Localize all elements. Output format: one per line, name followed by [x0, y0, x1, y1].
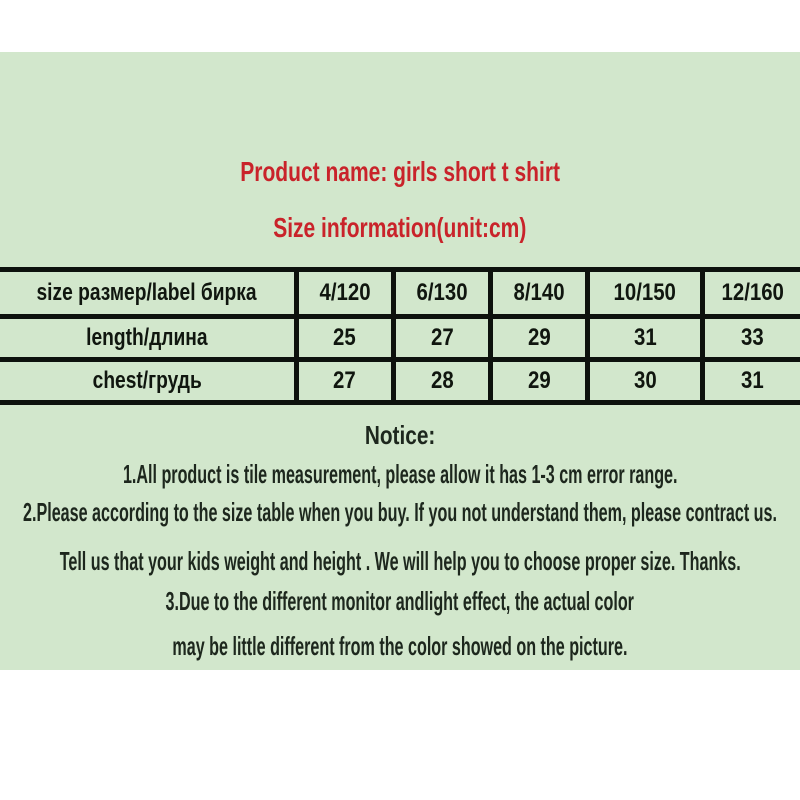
- size-column-header-cell: [702, 270, 800, 317]
- product-title: Product name: girls short t shirt: [240, 156, 560, 187]
- size-column-header: 12/160: [721, 279, 784, 306]
- size-table: [0, 267, 800, 405]
- value-cell: [490, 360, 588, 403]
- length-value: 27: [430, 324, 454, 351]
- chest-value: 28: [430, 367, 454, 394]
- size-column-header: 10/150: [613, 279, 677, 306]
- green-panel: [0, 52, 800, 670]
- chest-row: [0, 360, 800, 403]
- chest-value: 29: [527, 367, 551, 394]
- notice-heading-line: [0, 417, 800, 453]
- row-label-cell: [0, 317, 296, 360]
- size-column-header: 4/120: [319, 279, 371, 306]
- size-column-header-cell: [296, 270, 394, 317]
- size-column-header: 6/130: [416, 279, 468, 306]
- notice-line: [0, 628, 800, 664]
- size-info-line: [0, 208, 800, 248]
- length-value: 33: [741, 324, 764, 351]
- chest-value: 30: [633, 367, 657, 394]
- value-cell: [588, 360, 702, 403]
- value-cell: [588, 317, 702, 360]
- value-cell: [490, 317, 588, 360]
- size-column-header: 8/140: [513, 279, 565, 306]
- notice-line-text: may be little different from the color showed on the picture.: [172, 630, 628, 661]
- notice-line-text: 2.Please according to the size table when you buy. If you not understand them, please contract us.: [23, 496, 777, 527]
- value-cell: [296, 317, 394, 360]
- length-value: 25: [333, 324, 357, 351]
- length-value: 31: [633, 324, 657, 351]
- label-column-header-cell: [0, 270, 296, 317]
- notice-heading: Notice:: [364, 419, 436, 450]
- product-title-line: [0, 152, 800, 192]
- size-column-header-cell: [394, 270, 491, 317]
- notice-line-text: 3.Due to the different monitor andlight effect, the actual color: [165, 585, 635, 616]
- value-cell: [702, 317, 800, 360]
- notice-line-text: Tell us that your kids weight and height . We will help you to choose proper size. Thanks.: [59, 545, 741, 576]
- row-label: chest/грудь: [92, 367, 202, 394]
- notice-line-text: 1.All product is tile measurement, please allow it has 1-3 cm error range.: [122, 458, 678, 489]
- value-cell: [394, 360, 491, 403]
- chest-value: 27: [333, 367, 357, 394]
- value-cell: [702, 360, 800, 403]
- chest-value: 31: [741, 367, 764, 394]
- notice-line: [0, 583, 800, 619]
- value-cell: [394, 317, 491, 360]
- size-column-header-cell: [490, 270, 588, 317]
- size-info-heading: Size information(unit:cm): [273, 212, 527, 243]
- row-label-cell: [0, 360, 296, 403]
- length-value: 29: [527, 324, 551, 351]
- value-cell: [296, 360, 394, 403]
- notice-line: [0, 543, 800, 579]
- size-table-header-row: [0, 270, 800, 317]
- label-column-header: size размер/label бирка: [36, 279, 257, 306]
- notice-line: [0, 494, 800, 530]
- length-row: [0, 317, 800, 360]
- notice-line: [0, 456, 800, 492]
- row-label: length/длина: [86, 324, 208, 351]
- size-column-header-cell: [588, 270, 702, 317]
